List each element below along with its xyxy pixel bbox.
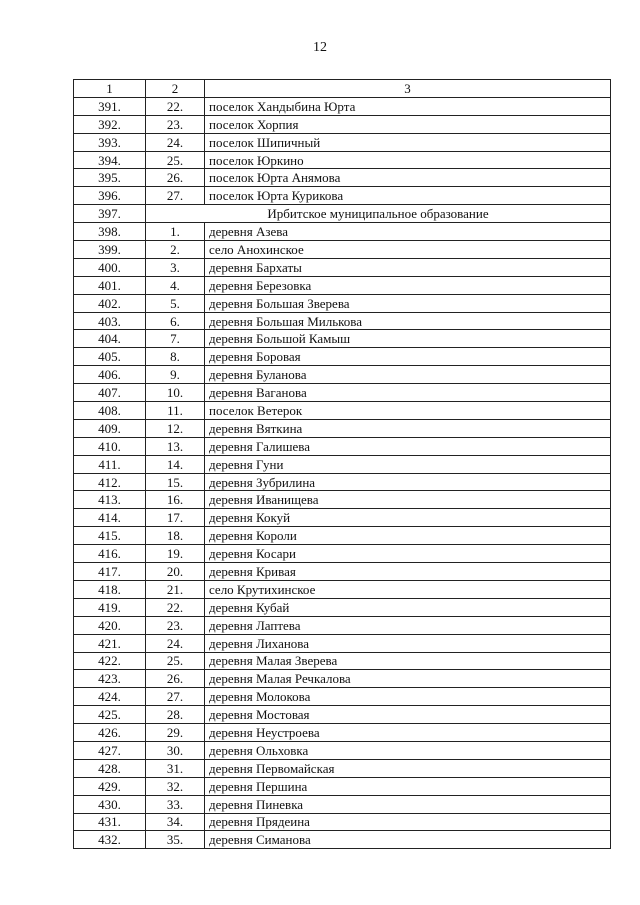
table-row <box>74 384 611 402</box>
header-cell-2: 2 <box>146 80 205 98</box>
section-title-cell: Ирбитское муниципальное образование <box>146 205 611 223</box>
table-row <box>74 652 611 670</box>
table-row <box>74 330 611 348</box>
local-number-cell: 1. <box>146 223 205 241</box>
table-row <box>74 777 611 795</box>
settlement-name-cell: деревня Иванищева <box>205 491 611 509</box>
settlement-name-cell: деревня Первомайская <box>205 759 611 777</box>
table-row <box>74 258 611 276</box>
settlement-name-cell: деревня Ваганова <box>205 384 611 402</box>
row-number-cell: 401. <box>74 276 146 294</box>
settlement-name-cell: деревня Короли <box>205 527 611 545</box>
local-number-cell: 30. <box>146 741 205 759</box>
local-number-cell: 15. <box>146 473 205 491</box>
table-row <box>74 312 611 330</box>
row-number-cell: 416. <box>74 545 146 563</box>
row-number-cell: 423. <box>74 670 146 688</box>
row-number-cell: 407. <box>74 384 146 402</box>
row-number-cell: 415. <box>74 527 146 545</box>
settlement-name-cell: поселок Юркино <box>205 151 611 169</box>
settlement-name-cell: поселок Хорпия <box>205 115 611 133</box>
table-row <box>74 634 611 652</box>
table-row <box>74 688 611 706</box>
row-number-cell: 393. <box>74 133 146 151</box>
settlement-name-cell: деревня Азева <box>205 223 611 241</box>
settlement-name-cell: деревня Вяткина <box>205 419 611 437</box>
settlement-name-cell: поселок Ветерок <box>205 402 611 420</box>
local-number-cell: 27. <box>146 688 205 706</box>
settlement-name-cell: деревня Лиханова <box>205 634 611 652</box>
table-row <box>74 580 611 598</box>
local-number-cell: 13. <box>146 437 205 455</box>
local-number-cell: 27. <box>146 187 205 205</box>
table-row <box>74 348 611 366</box>
settlement-name-cell: деревня Малая Речкалова <box>205 670 611 688</box>
local-number-cell: 32. <box>146 777 205 795</box>
settlement-name-cell: деревня Большая Зверева <box>205 294 611 312</box>
settlement-name-cell: деревня Кокуй <box>205 509 611 527</box>
row-number-cell: 432. <box>74 831 146 849</box>
table-row <box>74 831 611 849</box>
table-row <box>74 813 611 831</box>
settlement-name-cell: деревня Косари <box>205 545 611 563</box>
settlement-name-cell: деревня Большая Милькова <box>205 312 611 330</box>
settlement-name-cell: село Крутихинское <box>205 580 611 598</box>
local-number-cell: 31. <box>146 759 205 777</box>
row-number-cell: 424. <box>74 688 146 706</box>
settlement-name-cell: деревня Бархаты <box>205 258 611 276</box>
table-section-row <box>74 205 611 223</box>
row-number-cell: 405. <box>74 348 146 366</box>
local-number-cell: 25. <box>146 652 205 670</box>
settlement-name-cell: поселок Юрта Анямова <box>205 169 611 187</box>
row-number-cell: 428. <box>74 759 146 777</box>
row-number-cell: 417. <box>74 563 146 581</box>
settlement-name-cell: село Анохинское <box>205 241 611 259</box>
row-number-cell: 395. <box>74 169 146 187</box>
row-number-cell: 427. <box>74 741 146 759</box>
row-number-cell: 425. <box>74 706 146 724</box>
row-number-cell: 399. <box>74 241 146 259</box>
row-number-cell: 404. <box>74 330 146 348</box>
settlement-name-cell: деревня Мостовая <box>205 706 611 724</box>
local-number-cell: 25. <box>146 151 205 169</box>
local-number-cell: 14. <box>146 455 205 473</box>
local-number-cell: 22. <box>146 97 205 115</box>
row-number-cell: 420. <box>74 616 146 634</box>
settlement-name-cell: деревня Буланова <box>205 366 611 384</box>
page-number: 12 <box>313 40 327 55</box>
settlement-name-cell: деревня Неустроева <box>205 724 611 742</box>
local-number-cell: 11. <box>146 402 205 420</box>
row-number-cell: 429. <box>74 777 146 795</box>
local-number-cell: 4. <box>146 276 205 294</box>
settlement-name-cell: деревня Кубай <box>205 598 611 616</box>
local-number-cell: 20. <box>146 563 205 581</box>
row-number-cell: 430. <box>74 795 146 813</box>
row-number-cell: 421. <box>74 634 146 652</box>
row-number-cell: 403. <box>74 312 146 330</box>
local-number-cell: 8. <box>146 348 205 366</box>
table-row <box>74 563 611 581</box>
table-row <box>74 509 611 527</box>
row-number-cell: 396. <box>74 187 146 205</box>
table-row <box>74 294 611 312</box>
settlement-name-cell: деревня Малая Зверева <box>205 652 611 670</box>
table-row <box>74 759 611 777</box>
table-row <box>74 473 611 491</box>
table-row <box>74 724 611 742</box>
settlement-name-cell: деревня Прядеина <box>205 813 611 831</box>
table-row <box>74 527 611 545</box>
row-number-cell: 412. <box>74 473 146 491</box>
table-row <box>74 741 611 759</box>
local-number-cell: 19. <box>146 545 205 563</box>
table-body <box>74 80 611 849</box>
local-number-cell: 7. <box>146 330 205 348</box>
table-row <box>74 115 611 133</box>
settlement-name-cell: поселок Шипичный <box>205 133 611 151</box>
table-row <box>74 795 611 813</box>
settlement-name-cell: поселок Хандыбина Юрта <box>205 97 611 115</box>
table-row <box>74 706 611 724</box>
table-row <box>74 437 611 455</box>
row-number-cell: 402. <box>74 294 146 312</box>
settlement-name-cell: деревня Молокова <box>205 688 611 706</box>
row-number-cell: 392. <box>74 115 146 133</box>
settlement-name-cell: деревня Галишева <box>205 437 611 455</box>
header-cell-3: 3 <box>205 80 611 98</box>
table-row <box>74 169 611 187</box>
row-number-cell: 419. <box>74 598 146 616</box>
local-number-cell: 5. <box>146 294 205 312</box>
local-number-cell: 18. <box>146 527 205 545</box>
local-number-cell: 2. <box>146 241 205 259</box>
local-number-cell: 24. <box>146 634 205 652</box>
row-number-cell: 426. <box>74 724 146 742</box>
table-row <box>74 670 611 688</box>
table-row <box>74 545 611 563</box>
row-number-cell: 413. <box>74 491 146 509</box>
table-row <box>74 491 611 509</box>
settlement-name-cell: деревня Пиневка <box>205 795 611 813</box>
table-row <box>74 598 611 616</box>
local-number-cell: 23. <box>146 115 205 133</box>
local-number-cell: 17. <box>146 509 205 527</box>
local-number-cell: 34. <box>146 813 205 831</box>
table-row <box>74 455 611 473</box>
settlement-name-cell: деревня Лаптева <box>205 616 611 634</box>
row-number-cell: 411. <box>74 455 146 473</box>
settlement-name-cell: деревня Зубрилина <box>205 473 611 491</box>
table-row <box>74 223 611 241</box>
row-number-cell: 409. <box>74 419 146 437</box>
header-cell-1: 1 <box>74 80 146 98</box>
local-number-cell: 28. <box>146 706 205 724</box>
table-row <box>74 241 611 259</box>
local-number-cell: 12. <box>146 419 205 437</box>
row-number-cell: 418. <box>74 580 146 598</box>
local-number-cell: 29. <box>146 724 205 742</box>
settlement-name-cell: деревня Березовка <box>205 276 611 294</box>
table-row <box>74 366 611 384</box>
settlement-name-cell: деревня Большой Камыш <box>205 330 611 348</box>
local-number-cell: 21. <box>146 580 205 598</box>
local-number-cell: 10. <box>146 384 205 402</box>
settlement-name-cell: деревня Боровая <box>205 348 611 366</box>
table-row <box>74 187 611 205</box>
row-number-cell: 408. <box>74 402 146 420</box>
row-number-cell: 406. <box>74 366 146 384</box>
table-row <box>74 151 611 169</box>
settlement-name-cell: деревня Гуни <box>205 455 611 473</box>
local-number-cell: 22. <box>146 598 205 616</box>
settlement-name-cell: деревня Першина <box>205 777 611 795</box>
local-number-cell: 26. <box>146 670 205 688</box>
row-number-cell: 391. <box>74 97 146 115</box>
row-number-cell: 410. <box>74 437 146 455</box>
table-header-row <box>74 80 611 98</box>
local-number-cell: 26. <box>146 169 205 187</box>
row-number-cell: 400. <box>74 258 146 276</box>
row-number-cell: 414. <box>74 509 146 527</box>
row-number-cell: 397. <box>74 205 146 223</box>
settlement-name-cell: деревня Симанова <box>205 831 611 849</box>
local-number-cell: 3. <box>146 258 205 276</box>
table-row <box>74 402 611 420</box>
table-row <box>74 133 611 151</box>
local-number-cell: 9. <box>146 366 205 384</box>
local-number-cell: 24. <box>146 133 205 151</box>
local-number-cell: 16. <box>146 491 205 509</box>
local-number-cell: 33. <box>146 795 205 813</box>
local-number-cell: 23. <box>146 616 205 634</box>
table-row <box>74 97 611 115</box>
local-number-cell: 6. <box>146 312 205 330</box>
settlement-name-cell: деревня Кривая <box>205 563 611 581</box>
settlement-name-cell: деревня Ольховка <box>205 741 611 759</box>
row-number-cell: 422. <box>74 652 146 670</box>
table-row <box>74 276 611 294</box>
table-row <box>74 419 611 437</box>
row-number-cell: 394. <box>74 151 146 169</box>
table-row <box>74 616 611 634</box>
settlement-name-cell: поселок Юрта Курикова <box>205 187 611 205</box>
row-number-cell: 431. <box>74 813 146 831</box>
local-number-cell: 35. <box>146 831 205 849</box>
settlements-table <box>73 79 611 849</box>
row-number-cell: 398. <box>74 223 146 241</box>
